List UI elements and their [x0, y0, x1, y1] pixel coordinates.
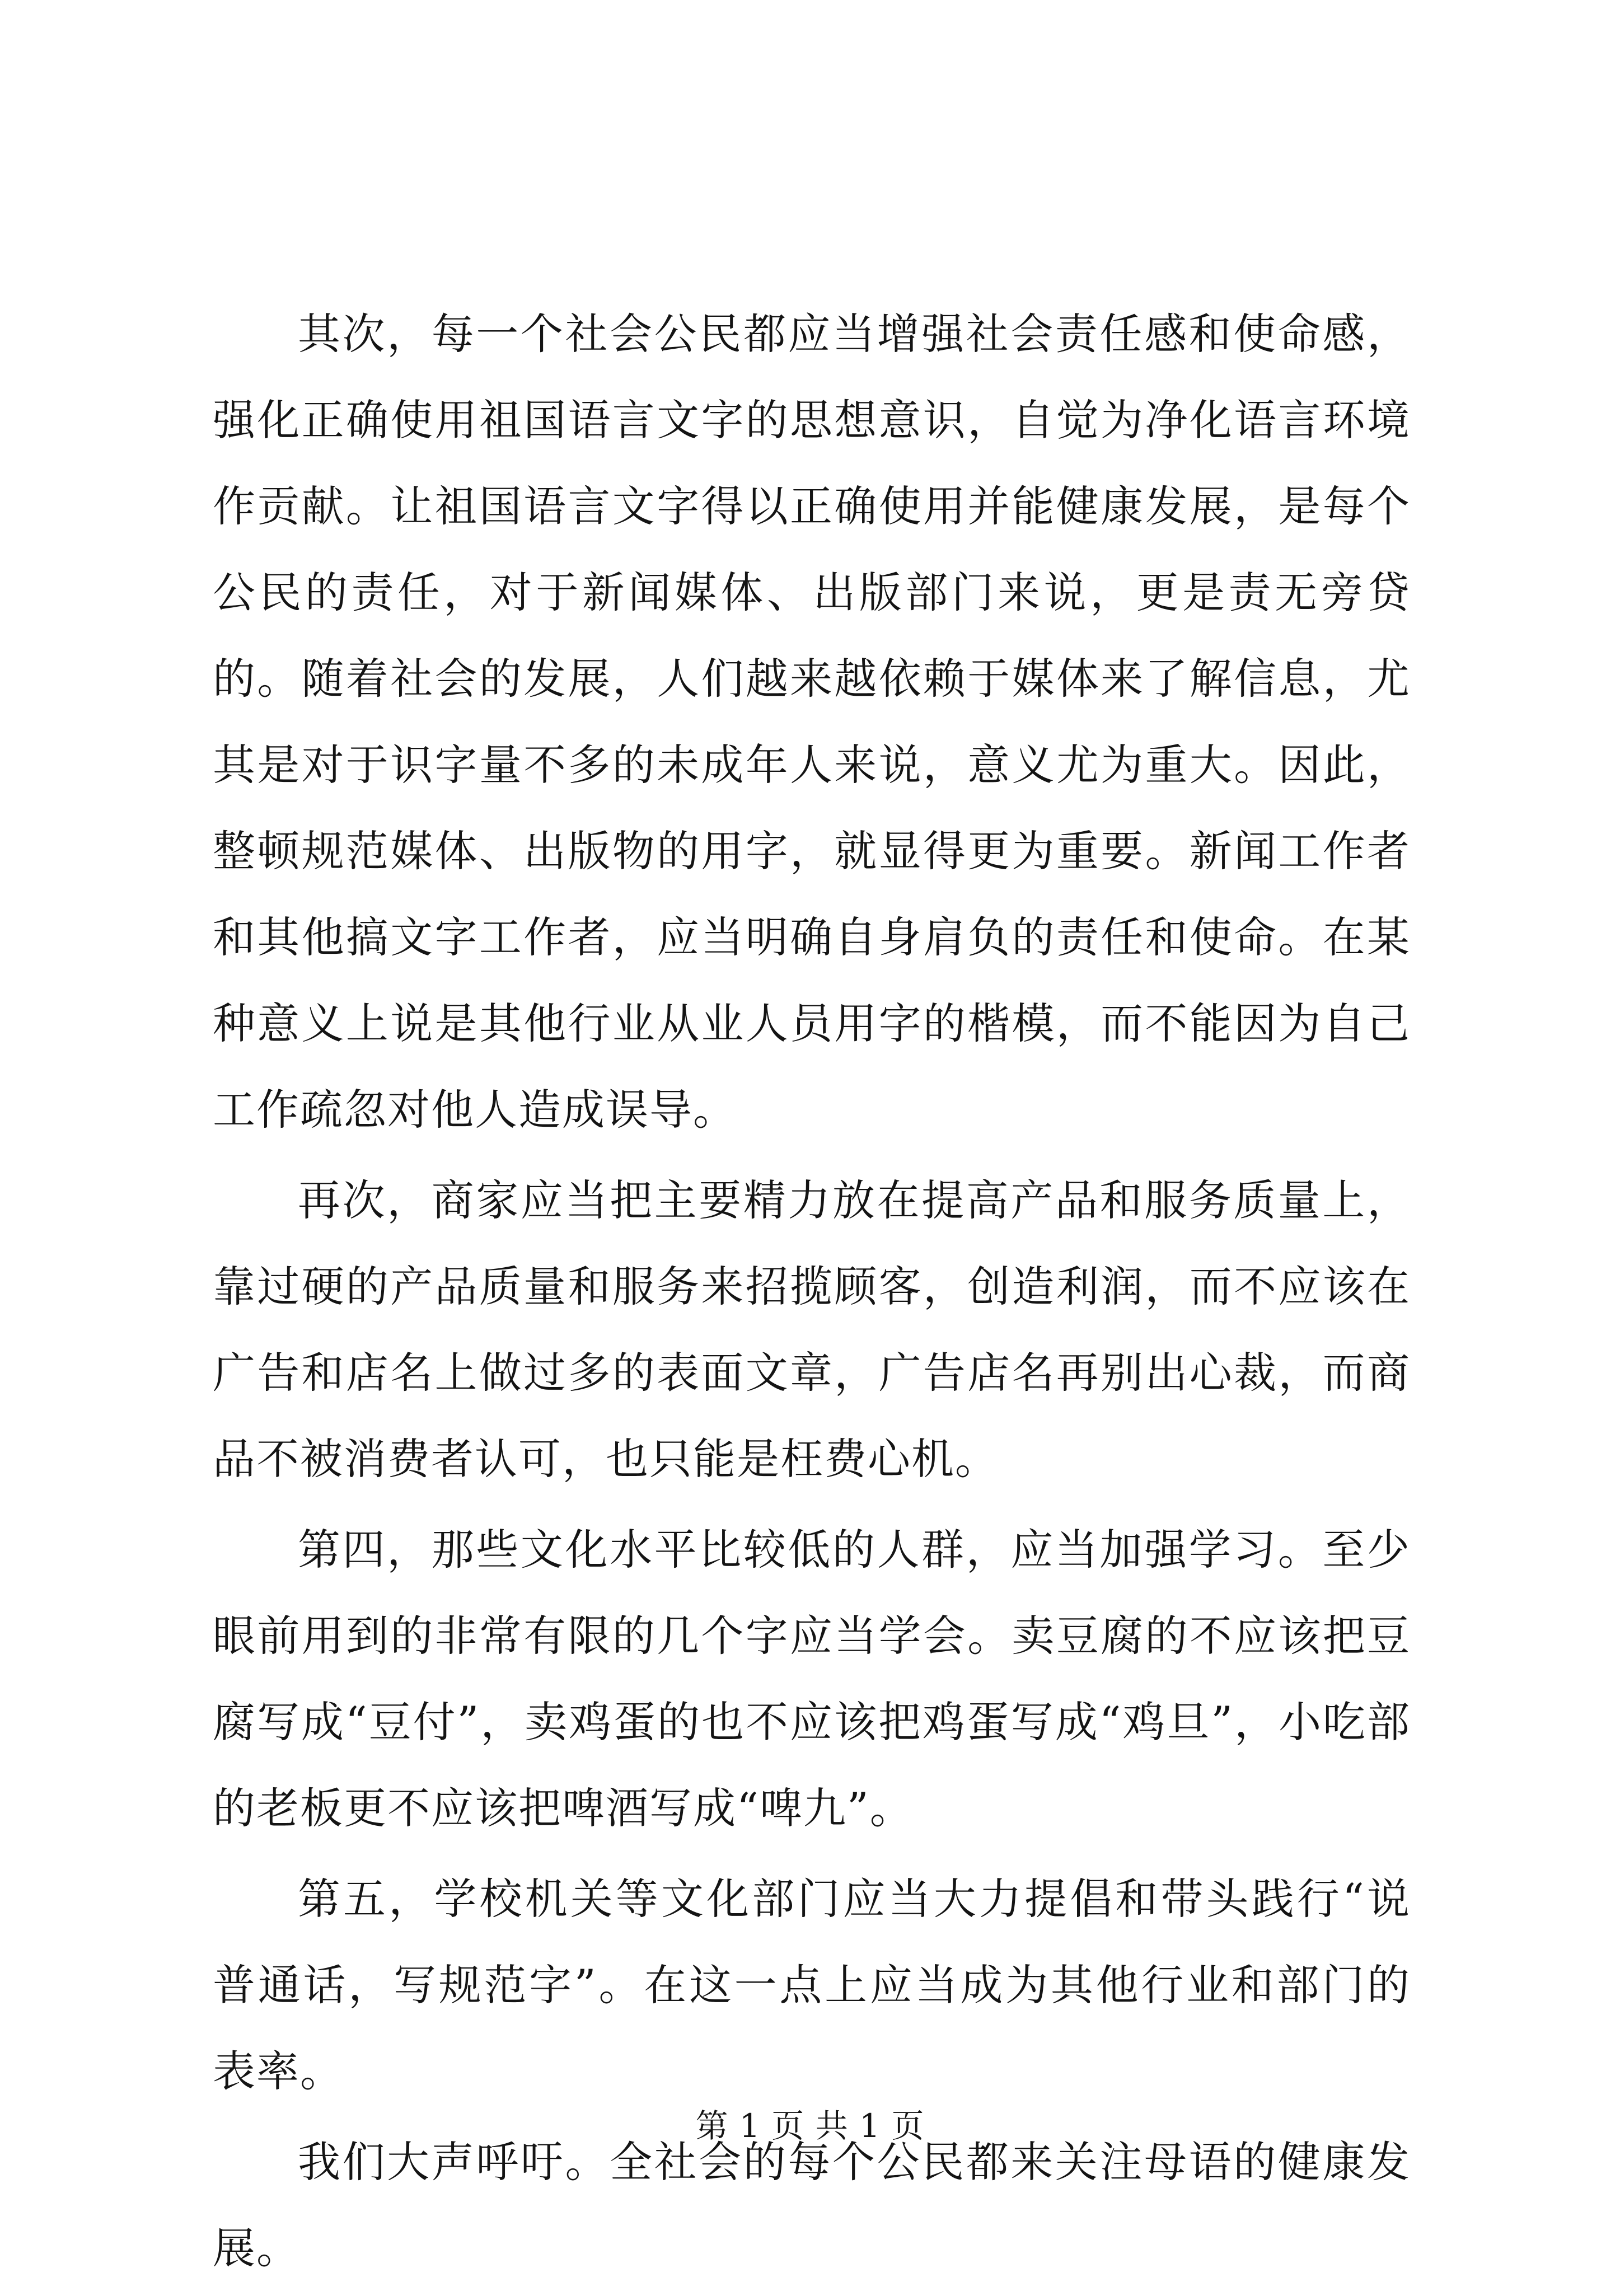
document-body — [213, 291, 1411, 2296]
page-footer: 第 1 页 共 1 页 — [695, 2107, 925, 2145]
paragraph-5: 我们大声呼吁。全社会的每个公民都来关注母语的健康发展。 — [213, 2137, 1411, 2273]
paragraph-1: 其次，每一个社会公民都应当增强社会责任感和使命感，强化正确使用祖国语言文字的思想意识，自觉为净化语言环境作贡献。让祖国语言文字得以正确使用并能健康发展，是每个公民的责任，对于新闻媒体、出版部门来说，更是责无旁贷的。随着社会的发展，人们越来越依赖于媒体来了解信息，尤其是对于识字量不多的未成年人来说，意义尤为重大。因此，整顿规范媒体、出版物的用字，就显得更为重要。新闻工作者和其他搞文字工作者，应当明确自身肩负的责任和使命。在某种意义上说是其他行业从业人员用字的楷模，而不能因为自己工作疏忽对他人造成误导。 — [213, 309, 1411, 1135]
paragraph-4: 第五，学校机关等文化部门应当大力提倡和带头践行“说普通话，写规范字”。在这一点上应当成为其他行业和部门的表率。 — [213, 1874, 1411, 2096]
paragraph-2: 再次，商家应当把主要精力放在提高产品和服务质量上，靠过硬的产品质量和服务来招揽顾客，创造利润，而不应该在广告和店名上做过多的表面文章，广告店名再别出心裁，而商品不被消费者认可，也只能是枉费心机。 — [213, 1175, 1411, 1484]
paragraph-3: 第四，那些文化水平比较低的人群，应当加强学习。至少眼前用到的非常有限的几个字应当学会。卖豆腐的不应该把豆腐写成“豆付”，卖鸡蛋的也不应该把鸡蛋写成“鸡旦”，小吃部的老板更不应该把啤酒写成“啤九”。 — [213, 1525, 1411, 1833]
